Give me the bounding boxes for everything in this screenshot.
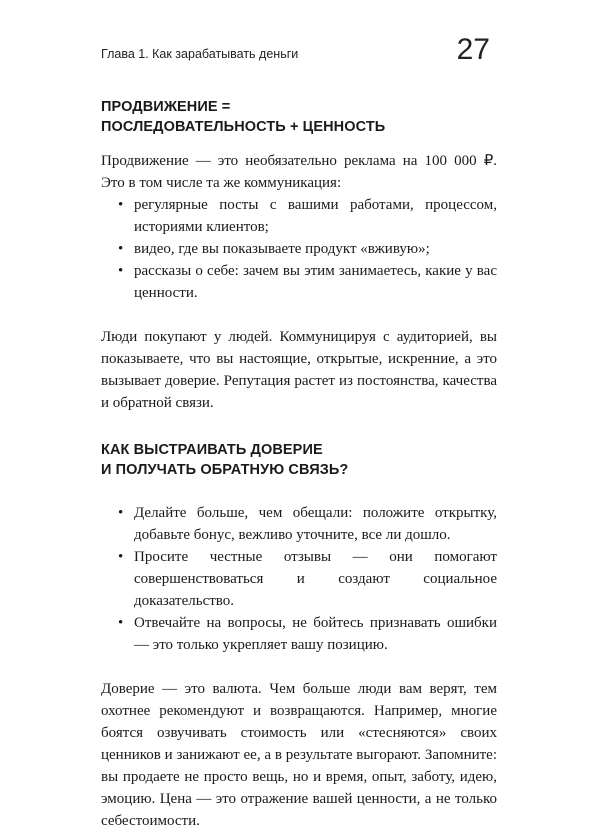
section-heading-promotion xyxy=(101,97,497,137)
heading-line: ПРОДВИЖЕНИЕ = xyxy=(101,99,231,115)
list-item: • видео, где вы показываете продукт «вживую»; xyxy=(118,238,497,260)
intro-paragraph: Продвижение — это необязательно реклама на 100 000 ₽. Это в том числе та же коммуникация: xyxy=(101,153,497,191)
heading-line: ПОСЛЕДОВАТЕЛЬНОСТЬ + ЦЕННОСТЬ xyxy=(101,119,386,135)
heading-line: И ПОЛУЧАТЬ ОБРАТНУЮ СВЯЗЬ? xyxy=(101,462,349,478)
section-heading-trust xyxy=(101,440,497,480)
list-item: • Просите честные отзывы — они помогают совершенствоваться и создают социальное доказательство. xyxy=(118,546,497,612)
list-item: • Делайте больше, чем обещали: положите открытку, добавьте бонус, вежливо уточните, все ли дошло. xyxy=(118,502,497,546)
body-paragraph: Люди покупают у людей. Коммуницируя с аудиторией, вы показываете, что вы настоящие, открытые, искренние, а это вызывает доверие. Репутация растет из постоянства, качества и обратной связи. xyxy=(101,329,497,411)
heading-line: КАК ВЫСТРАИВАТЬ ДОВЕРИЕ xyxy=(101,442,323,458)
list-item: • регулярные посты с вашими работами, процессом, историями клиентов; xyxy=(118,194,497,238)
list-item: • Отвечайте на вопросы, не бойтесь признавать ошибки — это только укрепляет вашу позицию. xyxy=(118,612,497,656)
running-title: Глава 1. Как зарабатывать деньги xyxy=(101,47,299,61)
page-number: 27 xyxy=(456,33,490,66)
promotion-bullet-list xyxy=(101,194,497,304)
page-body xyxy=(101,97,497,832)
trust-bullet-list xyxy=(101,502,497,656)
body-paragraph: Доверие — это валюта. Чем больше люди вам верят, тем охотнее рекомендуют и возвращаются. Например, многие боятся озвучивать стоимость или «стесняются» своих ценников и занижают ее, а в результате выгорают. Запомните: вы продаете не просто вещь, но и время, опыт, заботу, идею, эмоцию. Цена — это отражение вашей ценности, а не только себестоимости. xyxy=(101,681,497,829)
list-item: • рассказы о себе: зачем вы этим занимаетесь, какие у вас ценности. xyxy=(118,260,497,304)
